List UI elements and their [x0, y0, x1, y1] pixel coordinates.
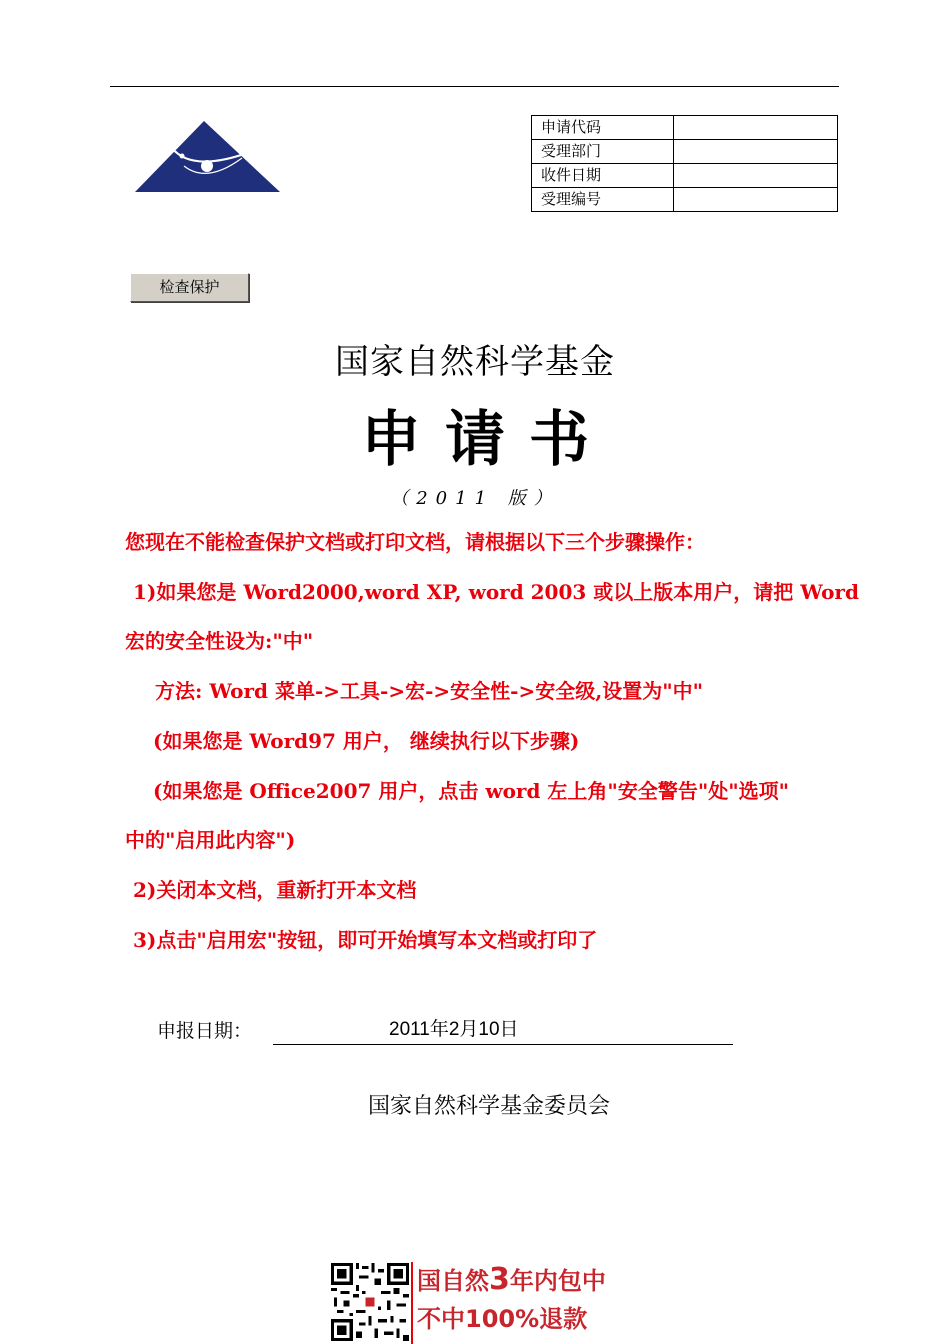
table-row: [532, 140, 838, 164]
promo-text: 国自然: [417, 1267, 489, 1295]
field-value[interactable]: [674, 116, 838, 140]
edition-label: （2011 版）: [390, 488, 560, 509]
field-label: 申请代码: [532, 116, 674, 140]
instruction-line: (如果您是 Office2007 用户，点击 word 左上角"安全警告"处"选项": [153, 779, 790, 803]
instruction-line: 3)点击"启用宏"按钮，即可开始填写本文档或打印了: [133, 928, 598, 952]
instruction-line: (如果您是 Word97 用户， 继续执行以下步骤): [153, 729, 580, 753]
header-rule: [110, 86, 839, 87]
instruction-line: 您现在不能检查保护文档或打印文档，请根据以下三个步骤操作：: [125, 530, 705, 554]
field-label: 受理部门: [532, 140, 674, 164]
promo-divider: [411, 1262, 413, 1344]
instruction-line: 中的"启用此内容"): [125, 828, 296, 852]
instruction-line: 1)如果您是 Word2000,word XP, word 2003 或以上版本用户，请把 Word: [133, 580, 859, 604]
table-row: [532, 188, 838, 212]
table-row: [532, 116, 838, 140]
instruction-line: 2)关闭本文档，重新打开本文档: [133, 878, 417, 902]
committee-name: 国家自然科学基金委员会: [367, 1094, 610, 1119]
submission-date-label: 申报日期：: [157, 1020, 253, 1042]
table-row: [532, 164, 838, 188]
field-value[interactable]: [674, 164, 838, 188]
field-value[interactable]: [674, 188, 838, 212]
promo-line-2: 不中100%退款: [417, 1305, 588, 1333]
application-title: 申请书: [361, 405, 613, 475]
instruction-line: 宏的安全性设为:"中": [125, 629, 314, 653]
instruction-line: 方法: Word 菜单->工具->宏->安全性->安全级,设置为"中": [155, 679, 704, 703]
promo-number: 3: [489, 1262, 510, 1297]
field-value[interactable]: [674, 140, 838, 164]
promo-text: 年内包中: [509, 1267, 606, 1295]
qr-code-icon: [331, 1263, 409, 1341]
field-label: 收件日期: [532, 164, 674, 188]
promo-line-1: [417, 1264, 606, 1297]
field-label: 受理编号: [532, 188, 674, 212]
submission-date-field[interactable]: [273, 1015, 733, 1045]
nsfc-logo-icon: [132, 118, 282, 196]
acceptance-info-table: [531, 115, 838, 212]
fund-title: 国家自然科学基金: [335, 342, 615, 382]
check-protect-button[interactable]: 检查保护: [130, 273, 249, 302]
submission-date-value: 2011年2月10日: [389, 1019, 519, 1040]
